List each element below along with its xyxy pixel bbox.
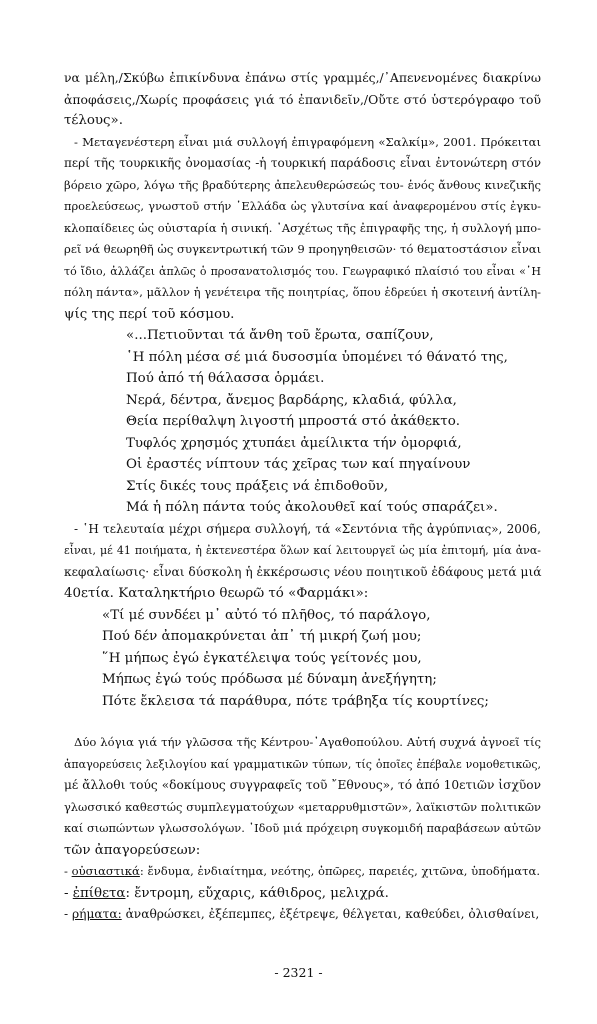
text-line: εἶναι, μέ 41 ποιήματα, ἡ ἐκτενεστέρα ὅλων καί λειτουργεῖ ὡς μία ἐπιτομή, μία ἀνα- bbox=[64, 544, 541, 557]
text-line: ρεῖ νά θεωρηθῆ ὡς συγκεντρωτική τῶν 9 προηγηθεισῶν· τό θεματοστάσιον εἶναι bbox=[64, 242, 542, 256]
list-dash: - bbox=[64, 864, 72, 878]
poem-line: Οἱ ἐραστές νίπτουν τάς χεῖρας των καί πηγαίνουν bbox=[126, 457, 471, 472]
poem-line: Πού δέν ἀπομακρύνεται ἀπ᾿ τή μικρή ζωή μου; bbox=[102, 629, 422, 644]
list-item bbox=[64, 883, 541, 905]
list-dash: - bbox=[64, 907, 72, 921]
paragraph-language bbox=[64, 732, 541, 861]
poem-line: Μά ἡ πόλη πάντα τούς ἀκολουθεῖ καί τούς σπαράζει». bbox=[126, 500, 498, 515]
text-line: τῶν ἀπαγορεύσεων: bbox=[64, 842, 201, 858]
poem-line: «Τί μέ συνδέει μ᾿ αὐτό τό πλῆθος, τό παράλογο, bbox=[102, 607, 431, 623]
text-line: ἀποφάσεις,/Χωρίς προφάσεις γιά τό ἐπανιδεῖν,/Οὔτε στό ὑστερόγραφο τοῦ bbox=[64, 91, 541, 107]
text-line: πόλη πάντα», μᾶλλον ἡ γενέτειρα τῆς ποιητρίας, ὅπου ἑδρεύει ἡ σκοτεινή ἀντίλη- bbox=[64, 285, 541, 299]
text-line: να μέλη,/Σκύβω ἐπικίνδυνα ἐπάνω στίς γραμμές,/᾿Απενενομένες διακρίνω bbox=[64, 70, 541, 85]
poem-line: Θεία περίθαλψη λιγοστή μπροστά στό ἀκάθεκτο. bbox=[126, 414, 461, 429]
poem-line: Στίς δικές τους πράξεις νά ἐπιδοθοῦν, bbox=[126, 478, 389, 494]
poem-line: Μήπως ἐγώ τούς πρόδωσα μέ δύναμη ἀνεξήγητη; bbox=[102, 672, 437, 687]
text-line: περί τῆς τουρκικῆς ὀνομασίας -ἡ τουρκική παράδοσις εἶναι ἐντονώτερη στόν bbox=[64, 156, 541, 170]
poem-line: «...Πετιοῦνται τά ἄνθη τοῦ ἔρωτα, σαπίζουν, bbox=[126, 328, 434, 343]
paragraph-salkim bbox=[64, 132, 541, 326]
list-text: ἀναθρώσκει, ἐξέπεμπες, ἐξέτρεψε, θέλγεται, καθεύδει, ὀλισθαίνει, bbox=[121, 907, 540, 921]
poem-line: Νερά, δέντρα, ἄνεμος βαρδάρης, κλαδιά, φύλλα, bbox=[126, 392, 457, 408]
text-line: προελεύσεως, γνωστοῦ στήν ῾Ελλάδα ὡς γλυτσίνα καί ἀναφερομένου στίς ἐγκυ- bbox=[64, 199, 541, 213]
text-line: κλοπαίδειες ὡς οὐισταρία ἡ σινική. ᾿Ασχέτως τῆς ἐπιγραφῆς της, ἡ συλλογή μπο- bbox=[64, 220, 541, 235]
paragraph-sentonia bbox=[64, 519, 541, 605]
text-line: ψίς της περί τοῦ κόσμου. bbox=[64, 306, 235, 322]
document-body bbox=[64, 67, 541, 926]
text-line: 40ετία. Καταληκτήριο θεωρῶ τό «Φαρμάκι»: bbox=[64, 586, 369, 601]
poem-line: Πότε ἔκλεισα τά παράθυρα, πότε τράβηξα τίς κουρτίνες; bbox=[102, 693, 489, 709]
paragraph-quote-end bbox=[64, 67, 541, 132]
list-item bbox=[64, 861, 541, 883]
list-text: : ἔντρομη, εὔχαρις, κάθιδρος, μελιχρά. bbox=[125, 885, 389, 901]
text-line: γλωσσικό καθεστώς συμπλεγματούχων «μεταρρυθμιστῶν», λαϊκιστῶν πολιτικῶν bbox=[64, 799, 541, 814]
section-gap bbox=[64, 712, 541, 732]
list-term: ἐπίθετα bbox=[72, 885, 126, 901]
poem-excerpt-salkim bbox=[64, 325, 541, 519]
list-text: : ἔνδυμα, ἐνδιαίτημα, νεότης, ὀπῶρες, παρειές, χιτῶνα, ὑποδήματα. bbox=[139, 864, 541, 878]
list-term: ρήματα: bbox=[72, 907, 122, 921]
poem-line: Τυφλός χρησμός χτυπάει ἀμείλικτα τήν ὀμορφιά, bbox=[126, 435, 462, 451]
text-line: Δύο λόγια γιά τήν γλῶσσα τῆς Κέντρου-᾿Αγαθοπούλου. Αὐτή συχνά ἀγνοεῖ τίς bbox=[74, 735, 541, 749]
text-line: καί σιωπώντων γλωσσολόγων. ᾿Ιδοῦ μιά πρόχειρη συγκομιδή παραβάσεων αὐτῶν bbox=[64, 821, 541, 835]
text-line: βόρειο χῶρο, λόγω τῆς βραδύτερης ἀπελευθερώσεώς του- ἑνός ἄνθους κινεζικῆς bbox=[64, 177, 541, 192]
text-line: τέλους». bbox=[64, 113, 123, 128]
text-line: - ῾Η τελευταία μέχρι σήμερα συλλογή, τά «Σεντόνια τῆς ἀγρύπνιας», 2006, bbox=[74, 521, 541, 536]
text-line: μέ ἄλλοθι τούς «δοκίμους συγγραφεῖς τοῦ ῎Εθνους», τό ἀπό 10ετιῶν ἰσχῦον bbox=[64, 778, 541, 792]
list-term: οὐσιαστικά bbox=[71, 864, 140, 878]
poem-line: Πού ἀπό τή θάλασσα ὁρμάει. bbox=[126, 371, 325, 386]
examples-list bbox=[64, 861, 541, 926]
page-number: - 2321 - bbox=[274, 965, 323, 980]
text-line: κεφαλαίωσις· εἶναι δύσκολη ἡ ἐκκέρσωσις νέου ποιητικοῦ ἐδάφους μετά μιά bbox=[64, 564, 542, 579]
text-line: ἀπαγορεύσεις λεξιλογίου καί γραμματικῶν τύπων, τίς ὁποῖες ἐπέβαλε νομοθετικῶς, bbox=[64, 757, 541, 771]
text-line: τό ἴδιο, ἀλλάζει ἁπλῶς ὁ προσανατολισμός του. Γεωγραφικό πλαίσιό του εἶναι «῾Η bbox=[64, 264, 541, 278]
text-line: - Μεταγενέστερη εἶναι μιά συλλογή ἐπιγραφόμενη «Σαλκίμ», 2001. Πρόκειται bbox=[74, 134, 541, 149]
list-item bbox=[64, 904, 541, 926]
list-dash: - bbox=[64, 885, 73, 901]
poem-line: ῞Η μήπως ἐγώ ἐγκατέλειψα τούς γείτονές μου, bbox=[102, 650, 422, 666]
poem-line: ῾Η πόλη μέσα σέ μιά δυσοσμία ὑπομένει τό θάνατό της, bbox=[126, 349, 508, 365]
poem-excerpt-farmaki bbox=[64, 605, 541, 713]
